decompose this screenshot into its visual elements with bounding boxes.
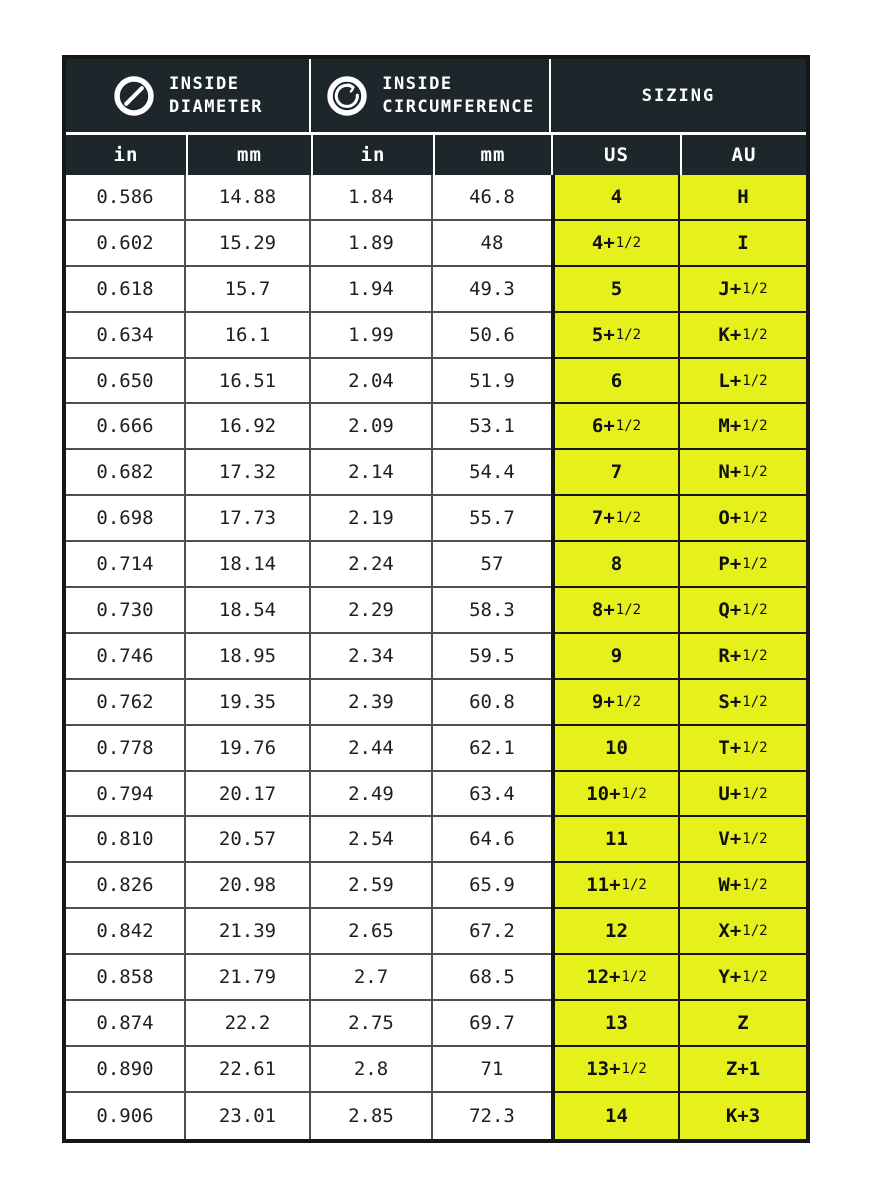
cell-circumference-mm: 48 [433, 221, 551, 267]
cell-circumference-in: 2.19 [311, 496, 433, 542]
cell-diameter-mm: 19.76 [186, 726, 311, 772]
header-title-sizing: SIZING [641, 85, 716, 106]
cell-circumference-mm: 72.3 [433, 1093, 551, 1139]
cell-au-size: Z+1 [680, 1047, 806, 1093]
cell-circumference-mm: 63.4 [433, 772, 551, 818]
diameter-icon [112, 74, 156, 118]
cell-circumference-mm: 64.6 [433, 817, 551, 863]
cell-circumference-in: 2.34 [311, 634, 433, 680]
cell-diameter-mm: 23.01 [186, 1093, 311, 1139]
cell-diameter-mm: 21.39 [186, 909, 311, 955]
cell-circumference-mm: 55.7 [433, 496, 551, 542]
cell-circumference-in: 2.09 [311, 404, 433, 450]
half-size-fraction: 1/2 [742, 326, 768, 343]
cell-us-size: 11+ 1/2 [551, 863, 680, 909]
half-size-fraction: 1/2 [742, 969, 768, 986]
cell-circumference-mm: 49.3 [433, 267, 551, 313]
cell-au-size: Z [680, 1001, 806, 1047]
column-header-circumference-in: in [311, 135, 433, 175]
column-header-us: US [551, 135, 680, 175]
cell-us-size: 7+ 1/2 [551, 496, 680, 542]
cell-circumference-mm: 67.2 [433, 909, 551, 955]
cell-circumference-mm: 60.8 [433, 680, 551, 726]
cell-diameter-mm: 19.35 [186, 680, 311, 726]
cell-us-size: 11 [551, 817, 680, 863]
cell-diameter-mm: 20.98 [186, 863, 311, 909]
header-line: INSIDE [382, 73, 453, 94]
cell-circumference-mm: 58.3 [433, 588, 551, 634]
cell-circumference-in: 2.65 [311, 909, 433, 955]
cell-diameter-in: 0.634 [66, 313, 186, 359]
half-size-fraction: 1/2 [742, 372, 768, 389]
header-line: INSIDE [169, 73, 240, 94]
header-title-inside-circumference [382, 73, 535, 119]
cell-diameter-in: 0.698 [66, 496, 186, 542]
cell-au-size: J+ 1/2 [680, 267, 806, 313]
half-size-fraction: 1/2 [615, 510, 642, 527]
cell-diameter-in: 0.602 [66, 221, 186, 267]
cell-circumference-in: 2.04 [311, 359, 433, 405]
cell-circumference-mm: 46.8 [433, 175, 551, 221]
cell-circumference-mm: 53.1 [433, 404, 551, 450]
cell-circumference-in: 2.29 [311, 588, 433, 634]
cell-diameter-mm: 22.2 [186, 1001, 311, 1047]
cell-au-size: U+ 1/2 [680, 772, 806, 818]
cell-diameter-in: 0.650 [66, 359, 186, 405]
circumference-icon [325, 74, 369, 118]
cell-diameter-in: 0.682 [66, 450, 186, 496]
half-size-fraction: 1/2 [621, 785, 647, 802]
cell-diameter-mm: 17.73 [186, 496, 311, 542]
half-size-fraction: 1/2 [615, 601, 642, 618]
cell-circumference-mm: 69.7 [433, 1001, 551, 1047]
cell-circumference-mm: 65.9 [433, 863, 551, 909]
cell-au-size: P+ 1/2 [680, 542, 806, 588]
cell-diameter-mm: 18.95 [186, 634, 311, 680]
cell-au-size: N+ 1/2 [680, 450, 806, 496]
cell-diameter-mm: 18.14 [186, 542, 311, 588]
cell-diameter-mm: 16.1 [186, 313, 311, 359]
cell-diameter-in: 0.762 [66, 680, 186, 726]
cell-us-size: 6 [551, 359, 680, 405]
half-size-fraction: 1/2 [742, 510, 768, 527]
cell-diameter-in: 0.618 [66, 267, 186, 313]
cell-us-size: 8+ 1/2 [551, 588, 680, 634]
cell-circumference-in: 1.99 [311, 313, 433, 359]
cell-us-size: 5+ 1/2 [551, 313, 680, 359]
half-size-fraction: 1/2 [615, 418, 642, 435]
header-line: CIRCUMFERENCE [382, 96, 535, 117]
cell-diameter-mm: 14.88 [186, 175, 311, 221]
half-size-fraction: 1/2 [742, 739, 768, 756]
column-header-au: AU [680, 135, 806, 175]
cell-circumference-in: 1.84 [311, 175, 433, 221]
column-header-diameter-mm: mm [186, 135, 311, 175]
cell-diameter-mm: 17.32 [186, 450, 311, 496]
cell-circumference-in: 2.75 [311, 1001, 433, 1047]
cell-circumference-in: 2.7 [311, 955, 433, 1001]
cell-diameter-mm: 22.61 [186, 1047, 311, 1093]
cell-us-size: 13 [551, 1001, 680, 1047]
cell-us-size: 10 [551, 726, 680, 772]
half-size-fraction: 1/2 [742, 923, 768, 940]
cell-au-size: S+ 1/2 [680, 680, 806, 726]
cell-diameter-in: 0.714 [66, 542, 186, 588]
cell-circumference-mm: 50.6 [433, 313, 551, 359]
cell-us-size: 10+ 1/2 [551, 772, 680, 818]
table-body [66, 175, 806, 1139]
header-title-inside-diameter [169, 73, 263, 119]
cell-us-size: 8 [551, 542, 680, 588]
cell-diameter-in: 0.586 [66, 175, 186, 221]
half-size-fraction: 1/2 [615, 234, 642, 251]
cell-us-size: 9+ 1/2 [551, 680, 680, 726]
cell-diameter-in: 0.778 [66, 726, 186, 772]
cell-us-size: 13+ 1/2 [551, 1047, 680, 1093]
cell-diameter-mm: 20.57 [186, 817, 311, 863]
half-size-fraction: 1/2 [742, 647, 768, 664]
cell-au-size: O+ 1/2 [680, 496, 806, 542]
cell-diameter-mm: 18.54 [186, 588, 311, 634]
half-size-fraction: 1/2 [615, 693, 642, 710]
cell-diameter-mm: 21.79 [186, 955, 311, 1001]
cell-us-size: 12+ 1/2 [551, 955, 680, 1001]
cell-circumference-mm: 51.9 [433, 359, 551, 405]
cell-circumference-mm: 54.4 [433, 450, 551, 496]
cell-au-size: L+ 1/2 [680, 359, 806, 405]
cell-diameter-in: 0.794 [66, 772, 186, 818]
cell-diameter-mm: 16.92 [186, 404, 311, 450]
cell-circumference-in: 2.39 [311, 680, 433, 726]
cell-us-size: 7 [551, 450, 680, 496]
cell-circumference-mm: 59.5 [433, 634, 551, 680]
cell-au-size: T+ 1/2 [680, 726, 806, 772]
half-size-fraction: 1/2 [742, 601, 768, 618]
cell-au-size: H [680, 175, 806, 221]
cell-circumference-in: 2.24 [311, 542, 433, 588]
cell-circumference-in: 1.94 [311, 267, 433, 313]
cell-diameter-in: 0.858 [66, 955, 186, 1001]
cell-au-size: X+ 1/2 [680, 909, 806, 955]
cell-au-size: R+ 1/2 [680, 634, 806, 680]
cell-diameter-mm: 15.29 [186, 221, 311, 267]
cell-us-size: 9 [551, 634, 680, 680]
cell-circumference-in: 2.44 [311, 726, 433, 772]
cell-diameter-in: 0.666 [66, 404, 186, 450]
cell-circumference-in: 2.59 [311, 863, 433, 909]
half-size-fraction: 1/2 [742, 785, 768, 802]
half-size-fraction: 1/2 [742, 418, 768, 435]
header-group-inside-diameter [66, 59, 311, 132]
cell-au-size: Y+ 1/2 [680, 955, 806, 1001]
header-group-sizing [551, 59, 806, 132]
header-line: DIAMETER [169, 96, 263, 117]
cell-diameter-mm: 16.51 [186, 359, 311, 405]
half-size-fraction: 1/2 [621, 877, 647, 894]
cell-au-size: Q+ 1/2 [680, 588, 806, 634]
cell-us-size: 6+ 1/2 [551, 404, 680, 450]
cell-circumference-in: 2.14 [311, 450, 433, 496]
header-group-inside-circumference [311, 59, 551, 132]
cell-circumference-mm: 68.5 [433, 955, 551, 1001]
half-size-fraction: 1/2 [742, 877, 768, 894]
ring-sizing-chart [62, 55, 810, 1143]
half-size-fraction: 1/2 [615, 326, 642, 343]
cell-circumference-in: 2.49 [311, 772, 433, 818]
cell-diameter-in: 0.906 [66, 1093, 186, 1139]
column-header-circumference-mm: mm [433, 135, 551, 175]
cell-circumference-in: 2.54 [311, 817, 433, 863]
column-header-row [66, 135, 806, 175]
cell-diameter-in: 0.890 [66, 1047, 186, 1093]
cell-diameter-in: 0.746 [66, 634, 186, 680]
cell-circumference-mm: 62.1 [433, 726, 551, 772]
cell-circumference-in: 2.8 [311, 1047, 433, 1093]
cell-circumference-mm: 57 [433, 542, 551, 588]
cell-us-size: 4 [551, 175, 680, 221]
cell-diameter-in: 0.826 [66, 863, 186, 909]
cell-us-size: 12 [551, 909, 680, 955]
cell-diameter-in: 0.874 [66, 1001, 186, 1047]
cell-au-size: K+3 [680, 1093, 806, 1139]
cell-us-size: 14 [551, 1093, 680, 1139]
half-size-fraction: 1/2 [621, 969, 647, 986]
cell-diameter-in: 0.730 [66, 588, 186, 634]
cell-circumference-mm: 71 [433, 1047, 551, 1093]
cell-diameter-mm: 20.17 [186, 772, 311, 818]
cell-au-size: W+ 1/2 [680, 863, 806, 909]
half-size-fraction: 1/2 [742, 464, 768, 481]
half-size-fraction: 1/2 [742, 556, 768, 573]
cell-circumference-in: 1.89 [311, 221, 433, 267]
cell-diameter-mm: 15.7 [186, 267, 311, 313]
half-size-fraction: 1/2 [742, 831, 768, 848]
column-header-diameter-in: in [113, 144, 139, 166]
half-size-fraction: 1/2 [621, 1060, 647, 1077]
cell-us-size: 5 [551, 267, 680, 313]
half-size-fraction: 1/2 [742, 693, 768, 710]
cell-diameter-in: 0.810 [66, 817, 186, 863]
cell-au-size: K+ 1/2 [680, 313, 806, 359]
half-size-fraction: 1/2 [742, 280, 768, 297]
cell-diameter-in: 0.842 [66, 909, 186, 955]
cell-au-size: I [680, 221, 806, 267]
cell-au-size: V+ 1/2 [680, 817, 806, 863]
table-header-band [66, 59, 806, 132]
cell-circumference-in: 2.85 [311, 1093, 433, 1139]
cell-us-size: 4+ 1/2 [551, 221, 680, 267]
cell-au-size: M+ 1/2 [680, 404, 806, 450]
